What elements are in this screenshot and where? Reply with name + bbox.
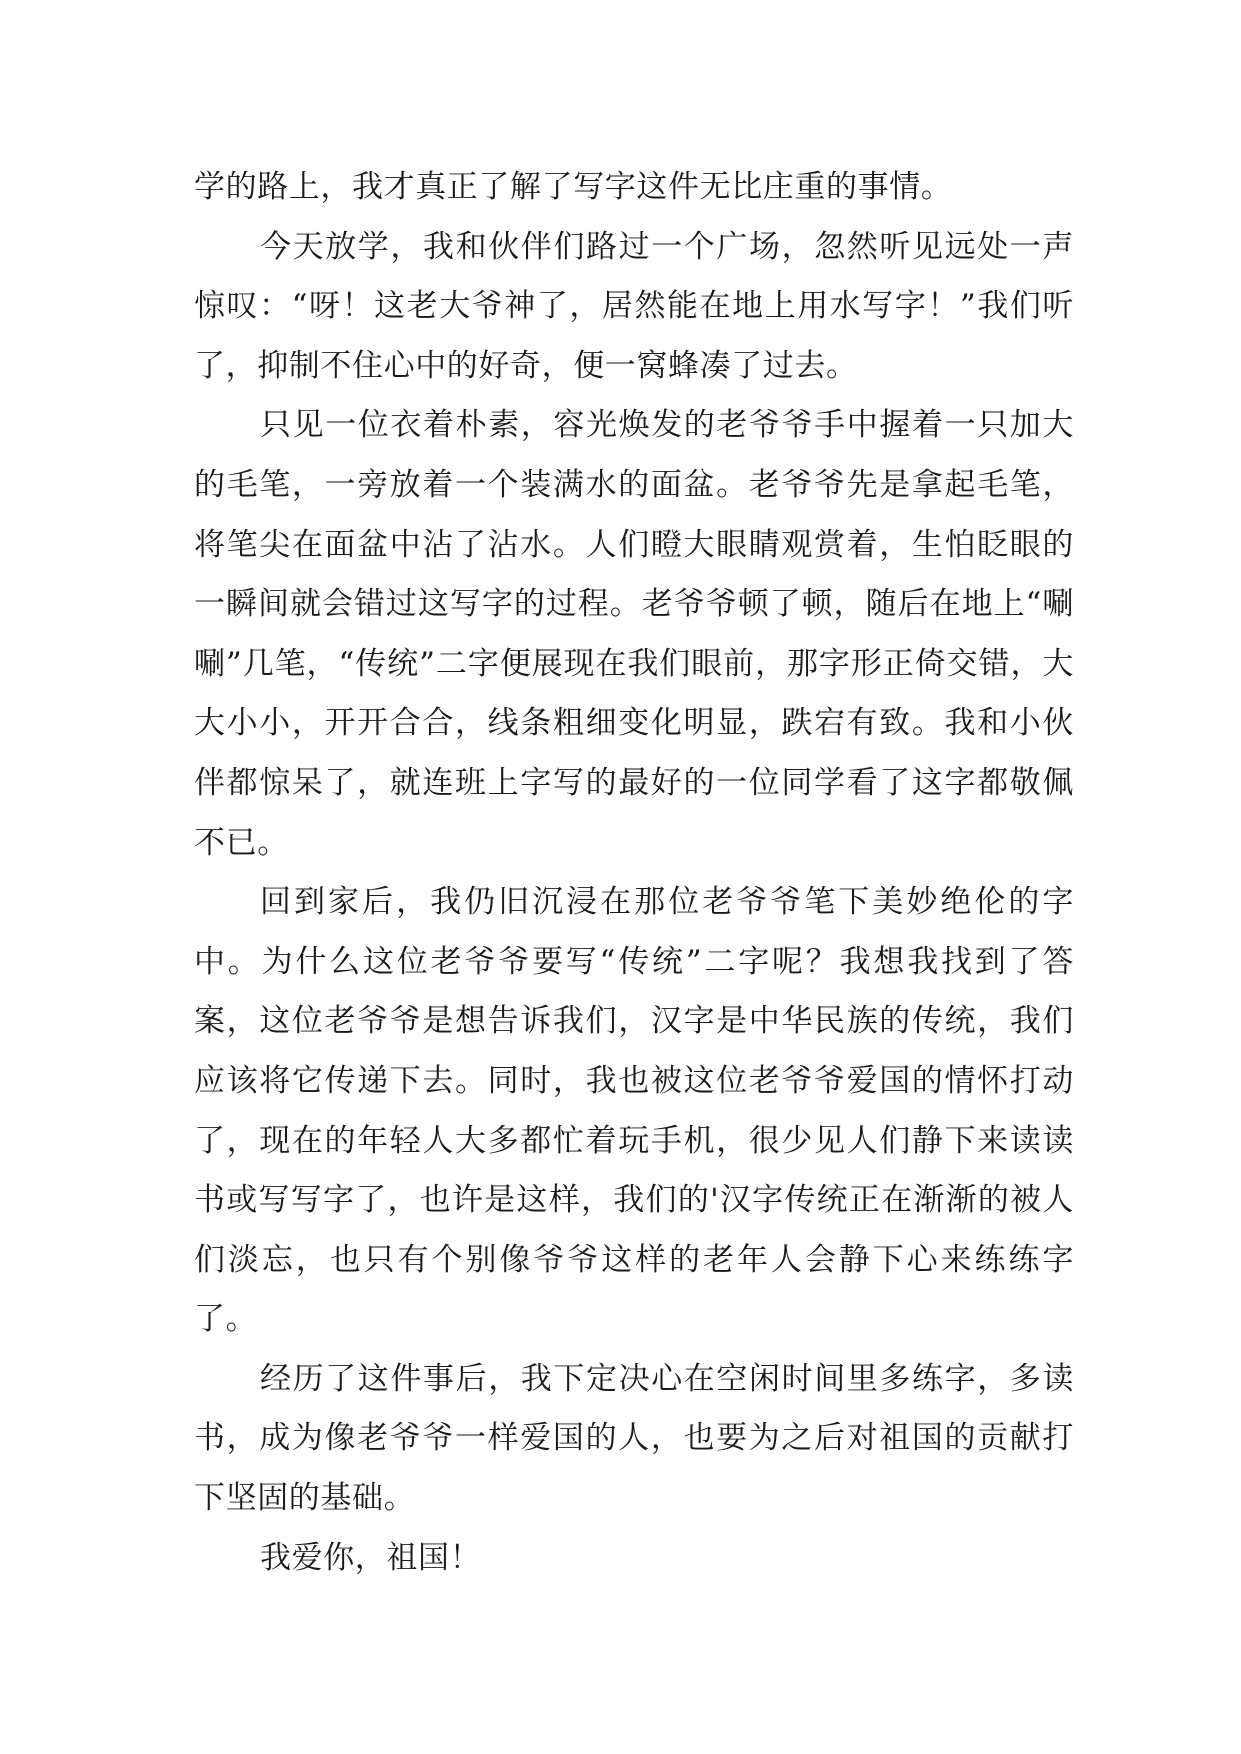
document-body xyxy=(194,158,1074,1588)
paragraph-6: 我爱你，祖国！ xyxy=(260,1539,482,1576)
paragraph-1: 学的路上，我才真正了解了写字这件无比庄重的事情。 xyxy=(194,169,953,205)
paragraph-5: 经历了这件事后，我下定决心在空闲时间里多练字，多读书，成为像老爷爷一样爱国的人，也要为之后对祖国的贡献打下坚固的基础。 xyxy=(194,1360,1074,1517)
paragraph-3: 只见一位衣着朴素，容光焕发的老爷爷手中握着一只加大的毛笔，一旁放着一个装满水的面盆。老爷爷先是拿起毛笔，将笔尖在面盆中沾了沾水。人们瞪大眼睛观赏着，生怕眨眼的一瞬间就会错过这写字的过程。老爷爷顿了顿，随后在地上“唰唰”几笔，“传统”二字便展现在我们眼前，那字形正倚交错，大大小小，开开合合，线条粗细变化明显，跌宕有致。我和小伙伴都惊呆了，就连班上字写的最好的一位同学看了这字都敬佩不已。 xyxy=(194,407,1074,861)
paragraph-4: 回到家后，我仍旧沉浸在那位老爷爷笔下美妙绝伦的字中。为什么这位老爷爷要写“传统”二字呢？我想我找到了答案，这位老爷爷是想告诉我们，汉字是中华民族的传统，我们应该将它传递下去。同时，我也被这位老爷爷爱国的情怀打动了，现在的年轻人大多都忙着玩手机，很少见人们静下来读读书或写写字了，也许是这样，我们的'汉字传统正在渐渐的被人们淡忘，也只有个别像爷爷这样的老年人会静下心来练练字了。 xyxy=(194,884,1074,1338)
paragraph-2: 今天放学，我和伙伴们路过一个广场，忽然听见远处一声惊叹：“呀！这老大爷神了，居然能在地上用水写字！”我们听了，抑制不住心中的好奇，便一窝蜂凑了过去。 xyxy=(194,228,1074,384)
